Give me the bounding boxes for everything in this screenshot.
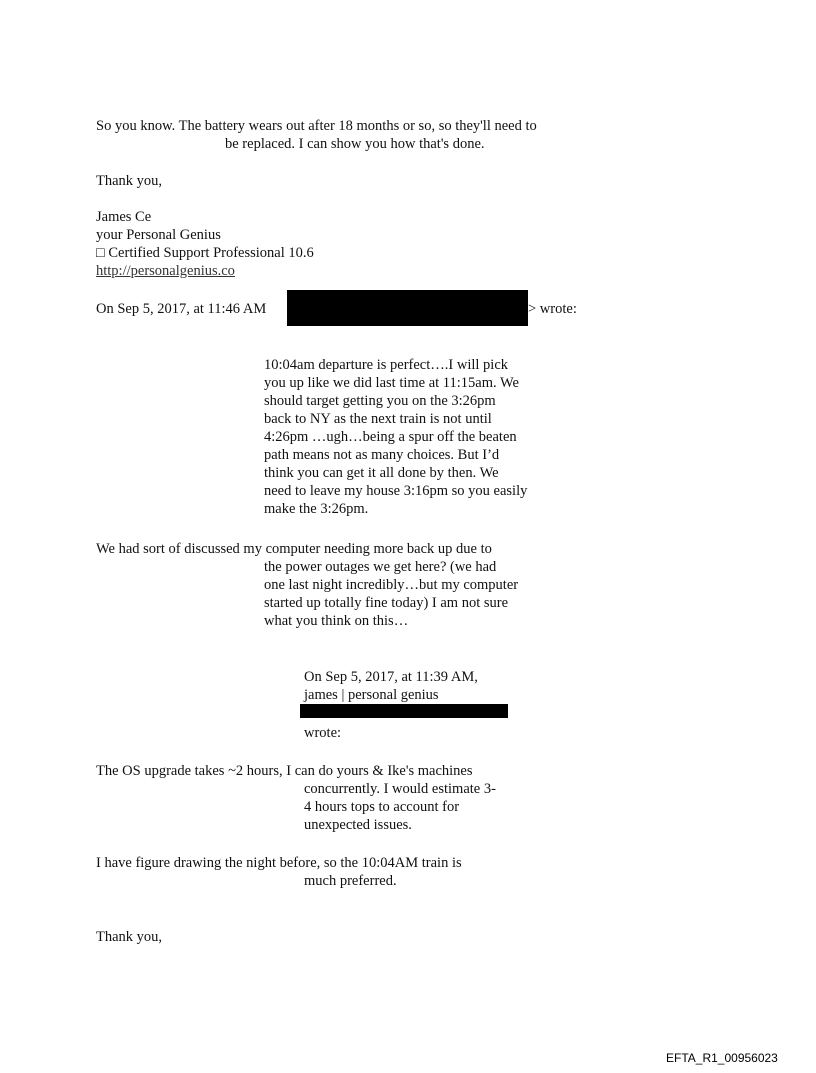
body-text: be replaced. I can show you how that's done. (225, 136, 485, 152)
signature-title: your Personal Genius (96, 227, 221, 243)
quote-text: one last night incredibly…but my computer (264, 577, 519, 593)
quote-text: back to NY as the next train is not until (264, 411, 492, 427)
signature-link[interactable]: http://personalgenius.co (96, 263, 235, 279)
quote-text: unexpected issues. (304, 817, 412, 833)
closing-text: Thank you, (96, 929, 163, 945)
quote-text: concurrently. I would estimate 3- (304, 781, 496, 797)
quote-header: wrote: (304, 725, 342, 741)
quote-text: We had sort of discussed my computer needing more back up due to (96, 541, 492, 557)
quote-header: On Sep 5, 2017, at 11:39 AM, (304, 669, 478, 685)
quote-text: 10:04am departure is perfect….I will pick (264, 357, 509, 373)
quote-text: path means not as many choices. But I’d (264, 447, 500, 463)
document-id: EFTA_R1_00956023 (666, 1051, 778, 1065)
quote-text: 4:26pm …ugh…being a spur off the beaten (264, 429, 517, 445)
quote-header: james | personal genius (304, 687, 439, 703)
quote-text: much preferred. (304, 873, 397, 889)
quote-text: The OS upgrade takes ~2 hours, I can do yours & Ike's machines (96, 763, 473, 779)
quote-text: think you can get it all done by then. We (264, 465, 499, 481)
quote-text: you up like we did last time at 11:15am. We (264, 375, 519, 391)
redaction-block (300, 704, 508, 718)
quote-header-suffix: > wrote: (528, 301, 577, 317)
body-text: So you know. The battery wears out after 18 months or so, so they'll need to (96, 118, 537, 134)
quote-text: make the 3:26pm. (264, 501, 369, 517)
quote-text: should target getting you on the 3:26pm (264, 393, 496, 409)
quote-header: On Sep 5, 2017, at 11:46 AM (96, 301, 267, 317)
signature-name: James Ce (96, 209, 152, 225)
quote-text: 4 hours tops to account for (304, 799, 460, 815)
quote-text: I have figure drawing the night before, so the 10:04AM train is (96, 855, 462, 871)
redaction-block (287, 290, 528, 326)
closing-text: Thank you, (96, 173, 163, 189)
signature-certification: □ Certified Support Professional 10.6 (96, 245, 314, 261)
quote-text: what you think on this… (264, 613, 409, 629)
quote-text: started up totally fine today) I am not sure (264, 595, 509, 611)
quote-text: need to leave my house 3:16pm so you easily (264, 483, 528, 499)
quote-text: the power outages we get here? (we had (264, 559, 497, 575)
